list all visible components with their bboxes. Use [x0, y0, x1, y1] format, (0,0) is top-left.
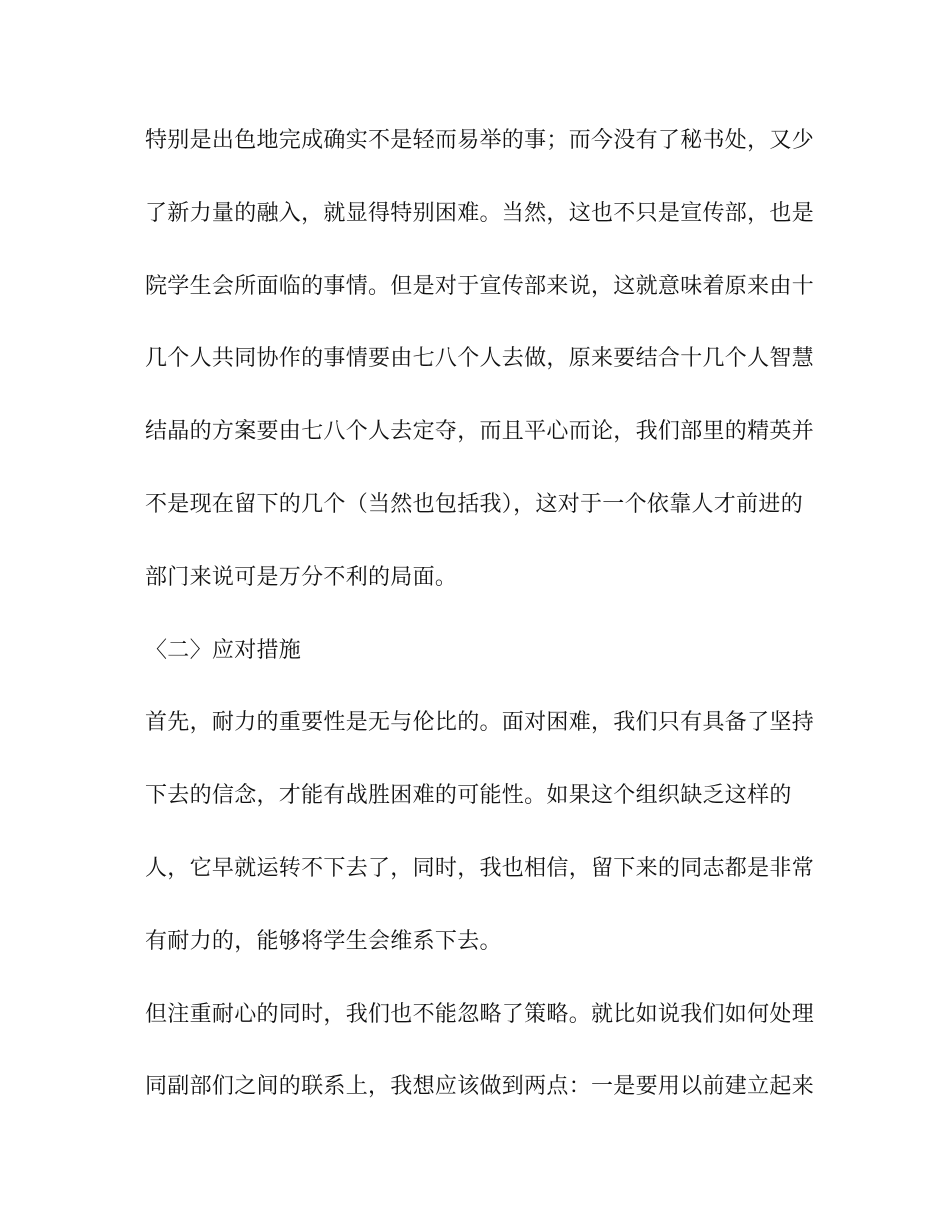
- section-heading: 〈二〉应对措施: [145, 637, 302, 663]
- text-line-1: 特别是出色地完成确实不是轻而易举的事；而今没有了秘书处，又少: [145, 128, 815, 153]
- text-line-12: 有耐力的，能够将学生会维系下去。: [145, 928, 502, 954]
- text-line-3: 院学生会所面临的事情。但是对于宣传部来说，这就意味着原来由十: [145, 273, 815, 299]
- text-line-14: 同副部们之间的联系上，我想应该做到两点：一是要用以前建立起来: [145, 1074, 815, 1100]
- document-body: [145, 118, 815, 1137]
- text-line-6: 不是现在留下的几个（当然也包括我），这对于一个依靠人才前进的: [145, 491, 804, 517]
- text-line-13: 但注重耐心的同时，我们也不能忽略了策略。就比如说我们如何处理: [145, 1001, 815, 1027]
- text-line-7: 部门来说可是万分不利的局面。: [145, 564, 458, 590]
- text-line-9: 首先，耐力的重要性是无与伦比的。面对困难，我们只有具备了坚持: [145, 710, 815, 736]
- text-line-10: 下去的信念，才能有战胜困难的可能性。如果这个组织缺乏这样的: [145, 783, 792, 809]
- text-line-2: 了新力量的融入，就显得特别困难。当然，这也不只是宣传部，也是: [145, 200, 815, 226]
- text-line-5: 结晶的方案要由七八个人去定夺，而且平心而论，我们部里的精英并: [145, 419, 815, 445]
- text-line-4: 几个人共同协作的事情要由七八个人去做，原来要结合十几个人智慧: [145, 346, 815, 372]
- text-line-11: 人，它早就运转不下去了，同时，我也相信，留下来的同志都是非常: [145, 855, 815, 881]
